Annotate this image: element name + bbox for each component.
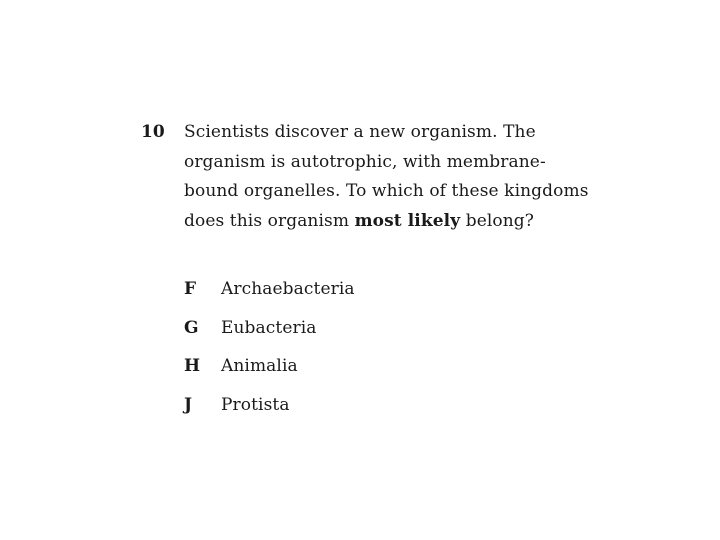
question-stem-ending: belong? — [460, 210, 534, 231]
answer-choices — [184, 276, 484, 431]
choice-text: Animalia — [221, 356, 298, 377]
question-stem — [184, 118, 589, 236]
question-stem-text: Scientists discover a new organism. The organism is autotrophic, with membrane-bound organelles. To which of these kingdoms does this organism — [184, 122, 589, 231]
choice-text: Archaebacteria — [221, 279, 355, 299]
choice-letter: J — [184, 395, 193, 416]
answer-choice-g[interactable] — [184, 315, 484, 354]
choice-text: Protista — [221, 395, 290, 416]
answer-choice-j[interactable] — [184, 392, 484, 431]
question-stem-emphasis: most likely — [354, 210, 461, 231]
answer-choice-h[interactable] — [184, 353, 484, 392]
choice-letter: F — [184, 279, 197, 299]
choice-letter: G — [184, 317, 199, 338]
question-number: 10 — [141, 122, 165, 142]
choice-letter: H — [184, 356, 201, 377]
answer-choice-f[interactable] — [184, 276, 484, 315]
choice-text: Eubacteria — [221, 317, 317, 338]
